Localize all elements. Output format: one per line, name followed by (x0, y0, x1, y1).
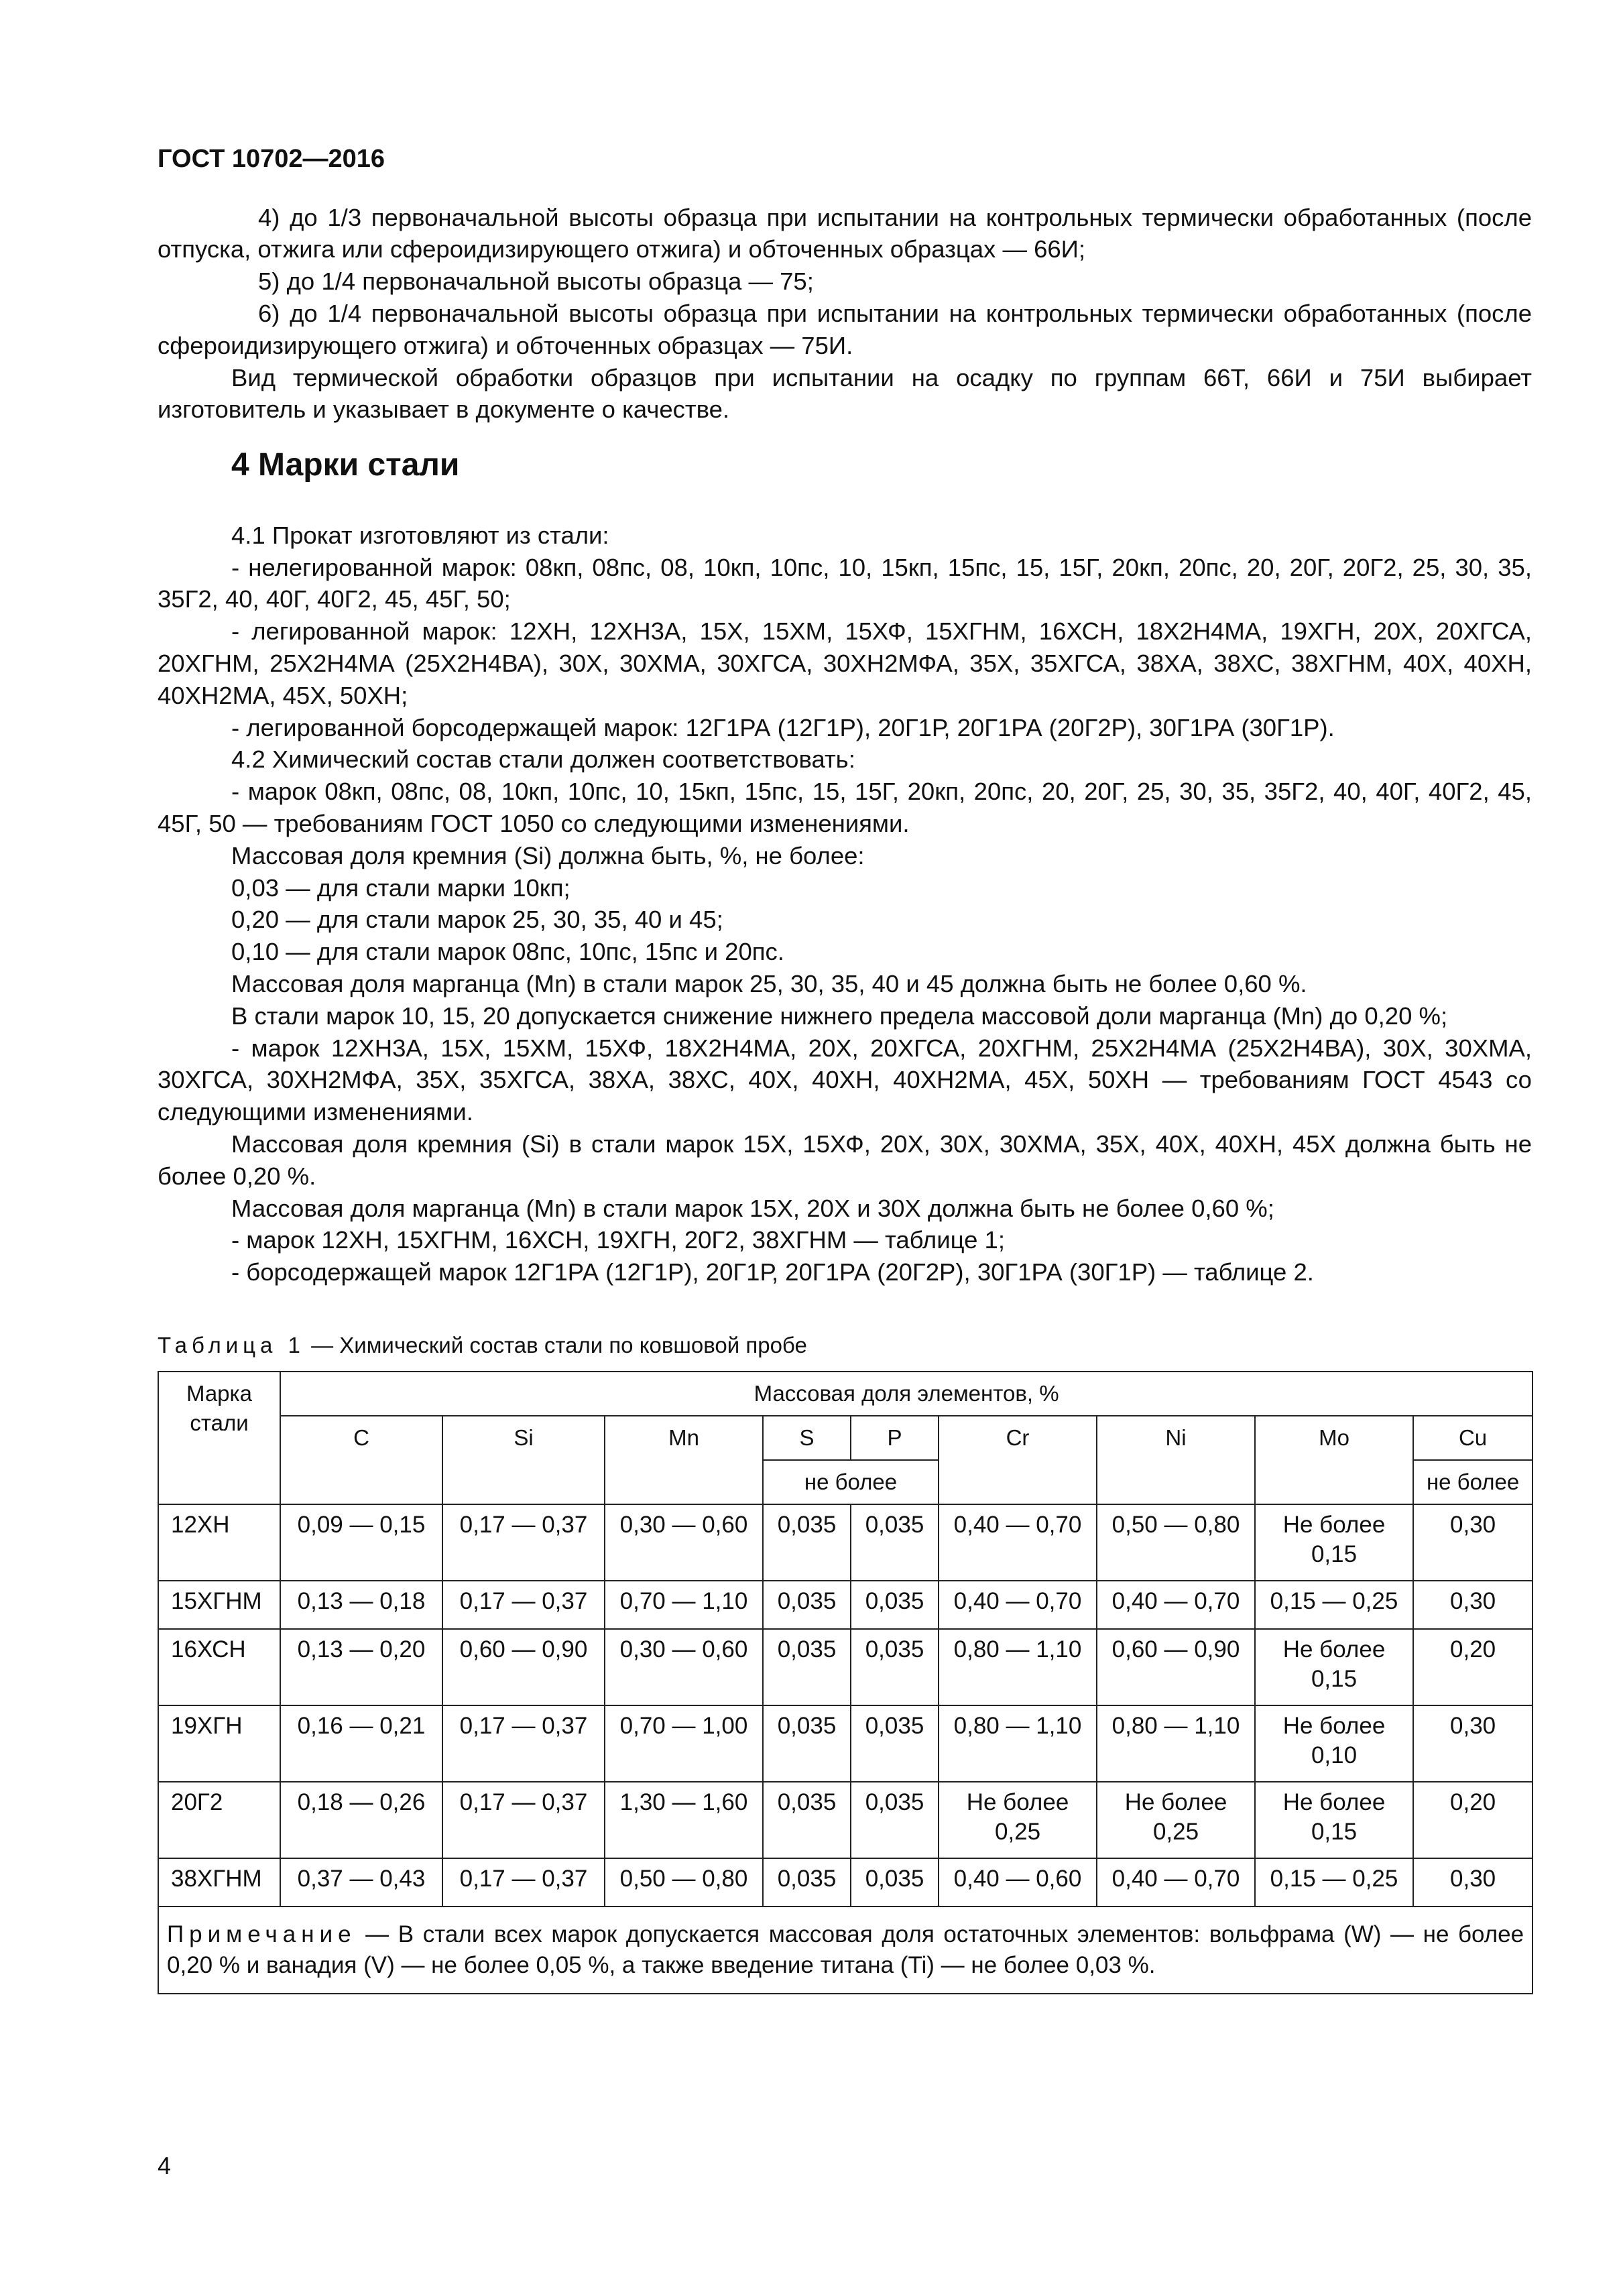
element-header-cr: Cr (939, 1416, 1097, 1504)
s-cell: 0,035 (763, 1581, 851, 1629)
mo-cell: Не более 0,10 (1255, 1705, 1413, 1782)
mo-cell: 0,15 — 0,25 (1255, 1581, 1413, 1629)
cr-cell: 0,40 — 0,70 (939, 1581, 1097, 1629)
cu-cell: 0,30 (1413, 1581, 1532, 1629)
table-row (158, 1705, 1532, 1782)
table-caption-label: Таблица 1 (158, 1332, 305, 1357)
si-cell: 0,60 — 0,90 (442, 1629, 605, 1705)
p-cell: 0,035 (851, 1629, 939, 1705)
ni-cell: Не более 0,25 (1097, 1782, 1255, 1858)
section-title: 4 Марки стали (231, 447, 460, 483)
p-cell: 0,035 (851, 1504, 939, 1581)
s-cell: 0,035 (763, 1782, 851, 1858)
p-cell: 0,035 (851, 1858, 939, 1907)
c-cell: 0,13 — 0,20 (280, 1629, 442, 1705)
grade-cell: 38ХГНМ (158, 1858, 280, 1907)
table-note (158, 1907, 1532, 1994)
chemical-composition-table (158, 1371, 1533, 1994)
note-text: — В стали всех марок допускается массовая доля остаточных элементов: вольфрама (W) — не более 0,20 % и ванадия (V) — не более 0,05 %, а также введение титана (Ti) — не более 0,03 %. (167, 1921, 1524, 1978)
si-cell: 0,17 — 0,37 (442, 1504, 605, 1581)
paragraph-alloyed: - легированной марок: 12ХН, 12ХН3А, 15Х, 15ХМ, 15ХФ, 15ХГНМ, 16ХСН, 18Х2Н4МА, 19ХГН, 20Х, 20ХГСА, 20ХГНМ, 25Х2Н4МА (25Х2Н4ВА), 30Х, 30ХМА, 30ХГСА, 30ХН2МФА, 35Х, 35ХГСА, 38ХА, 38ХС, 38ХГНМ, 40Х, 40ХН, 40ХН2МА, 45Х, 50ХН; (158, 617, 1532, 709)
element-header-mo: Mo (1255, 1416, 1413, 1504)
cr-cell: 0,40 — 0,70 (939, 1504, 1097, 1581)
mn-cell: 1,30 — 1,60 (605, 1782, 763, 1858)
c-cell: 0,37 — 0,43 (280, 1858, 442, 1907)
paragraph-gost1050: - марок 08кп, 08пс, 08, 10кп, 10пс, 10, 15кп, 15пс, 15, 15Г, 20кп, 20пс, 20, 20Г, 25, 30, 35, 35Г2, 40, 40Г, 40Г2, 45, 45Г, 50 — требованиям ГОСТ 1050 со следующими изменениями. (158, 778, 1532, 837)
element-header-s: S (763, 1416, 851, 1460)
mass-fraction-header: Массовая доля элементов, % (280, 1372, 1532, 1416)
element-header-ni: Ni (1097, 1416, 1255, 1504)
cu-cell: 0,30 (1413, 1858, 1532, 1907)
si-cell: 0,17 — 0,37 (442, 1705, 605, 1782)
element-header-c: C (280, 1416, 442, 1504)
c-cell: 0,16 — 0,21 (280, 1705, 442, 1782)
c-cell: 0,09 — 0,15 (280, 1504, 442, 1581)
p-cell: 0,035 (851, 1581, 939, 1629)
intro-heat-treatment-note: Вид термической обработки образцов при испытании на осадку по группам 66Т, 66И и 75И выбирает изготовитель и указывает в документе о качестве. (158, 363, 1532, 424)
paragraph-boron: - легированной борсодержащей марок: 12Г1РА (12Г1Р), 20Г1Р, 20Г1РА (20Г2Р), 30Г1РА (30Г1Р). (231, 713, 1335, 741)
mn-cell: 0,50 — 0,80 (605, 1858, 763, 1907)
table-row (158, 1581, 1532, 1629)
paragraph-si-25-45: 0,20 — для стали марок 25, 30, 35, 40 и 45; (231, 906, 723, 934)
s-cell: 0,035 (763, 1504, 851, 1581)
table-caption-text: — Химический состав стали по ковшовой пробе (304, 1332, 807, 1357)
table-row (158, 1504, 1532, 1581)
grade-cell: 12ХН (158, 1504, 280, 1581)
intro-item-6: 6) до 1/4 первоначальной высоты образца при испытании на контрольных термически обработанных (после сфероидизирующего отжига) и обточенных образцах — 75И. (158, 299, 1532, 359)
section-body (158, 520, 1532, 1288)
ni-cell: 0,80 — 1,10 (1097, 1705, 1255, 1782)
mn-cell: 0,70 — 1,10 (605, 1581, 763, 1629)
si-cell: 0,17 — 0,37 (442, 1858, 605, 1907)
paragraph-mn-reduction: В стали марок 10, 15, 20 допускается снижение нижнего предела массовой доли марганца (Mn) до 0,20 %; (231, 1002, 1448, 1030)
paragraph-table1-ref: - марок 12ХН, 15ХГНМ, 16ХСН, 19ХГН, 20Г2, 38ХГНМ — таблице 1; (231, 1226, 1005, 1254)
sp-limit-header: не более (763, 1460, 939, 1504)
table-row (158, 1782, 1532, 1858)
paragraph-4-1: 4.1 Прокат изготовляют из стали: (231, 521, 609, 549)
s-cell: 0,035 (763, 1858, 851, 1907)
standard-header: ГОСТ 10702—2016 (158, 145, 385, 173)
table-note-row (158, 1907, 1532, 1994)
paragraph-unalloyed: - нелегированной марок: 08кп, 08пс, 08, 10кп, 10пс, 10, 15кп, 15пс, 15, 15Г, 20кп, 20пс, 20, 20Г, 20Г2, 25, 30, 35, 35Г2, 40, 40Г, 40Г2, 45, 45Г, 50; (158, 553, 1532, 613)
grade-cell: 16ХСН (158, 1629, 280, 1705)
grade-cell: 15ХГНМ (158, 1581, 280, 1629)
cr-cell: 0,80 — 1,10 (939, 1705, 1097, 1782)
cu-cell: 0,20 (1413, 1629, 1532, 1705)
paragraph-gost4543: - марок 12ХН3А, 15Х, 15ХМ, 15ХФ, 18Х2Н4МА, 20Х, 20ХГСА, 20ХГНМ, 25Х2Н4МА (25Х2Н4ВА), 30Х, 30ХМА, 30ХГСА, 30ХН2МФА, 35Х, 35ХГСА, 38ХА, 38ХС, 40Х, 40ХН, 40ХН2МА, 45Х, 50ХН — требованиям ГОСТ 4543 со следующими изменениями. (158, 1034, 1532, 1126)
s-cell: 0,035 (763, 1705, 851, 1782)
cu-limit-header: не более (1413, 1460, 1532, 1504)
mo-cell: Не более 0,15 (1255, 1629, 1413, 1705)
paragraph-si-alloyed: Массовая доля кремния (Si) в стали марок 15Х, 15ХФ, 20Х, 30Х, 30ХМА, 35Х, 40Х, 40ХН, 45Х должна быть не более 0,20 %. (158, 1130, 1532, 1190)
p-cell: 0,035 (851, 1782, 939, 1858)
c-cell: 0,13 — 0,18 (280, 1581, 442, 1629)
table-row (158, 1858, 1532, 1907)
intro-item-4: 4) до 1/3 первоначальной высоты образца при испытании на контрольных термически обработанных (после отпуска, отжига или сфероидизирующего отжига) и обточенных образцах — 66И; (158, 203, 1532, 263)
si-cell: 0,17 — 0,37 (442, 1581, 605, 1629)
note-label: Примечание (167, 1921, 357, 1947)
intro-block (158, 202, 1532, 426)
mn-cell: 0,30 — 0,60 (605, 1629, 763, 1705)
c-cell: 0,18 — 0,26 (280, 1782, 442, 1858)
paragraph-si-limit: Массовая доля кремния (Si) должна быть, %, не более: (231, 841, 865, 869)
paragraph-4-2: 4.2 Химический состав стали должен соответствовать: (231, 745, 855, 774)
paragraph-table2-ref: - борсодержащей марок 12Г1РА (12Г1Р), 20Г1Р, 20Г1РА (20Г2Р), 30Г1РА (30Г1Р) — таблице 2. (231, 1258, 1314, 1286)
paragraph-mn-limit: Массовая доля марганца (Mn) в стали марок 25, 30, 35, 40 и 45 должна быть не более 0,60 %. (231, 969, 1307, 998)
cr-cell: Не более 0,25 (939, 1782, 1097, 1858)
mo-cell: Не более 0,15 (1255, 1504, 1413, 1581)
element-header-cu: Cu (1413, 1416, 1532, 1460)
element-header-p: P (851, 1416, 939, 1460)
paragraph-si-ps: 0,10 — для стали марок 08пс, 10пс, 15пс и 20пс. (231, 938, 784, 966)
grade-header: Марка стали (158, 1372, 280, 1504)
mo-cell: 0,15 — 0,25 (1255, 1858, 1413, 1907)
ni-cell: 0,60 — 0,90 (1097, 1629, 1255, 1705)
mn-cell: 0,30 — 0,60 (605, 1504, 763, 1581)
mn-cell: 0,70 — 1,00 (605, 1705, 763, 1782)
p-cell: 0,035 (851, 1705, 939, 1782)
cu-cell: 0,30 (1413, 1504, 1532, 1581)
paragraph-si-10kp: 0,03 — для стали марки 10кп; (231, 873, 570, 902)
element-header-mn: Mn (605, 1416, 763, 1504)
ni-cell: 0,40 — 0,70 (1097, 1858, 1255, 1907)
paragraph-mn-alloyed: Массовая доля марганца (Mn) в стали марок 15Х, 20Х и 30Х должна быть не более 0,60 %; (231, 1194, 1274, 1222)
cr-cell: 0,80 — 1,10 (939, 1629, 1097, 1705)
ni-cell: 0,50 — 0,80 (1097, 1504, 1255, 1581)
cu-cell: 0,30 (1413, 1705, 1532, 1782)
ni-cell: 0,40 — 0,70 (1097, 1581, 1255, 1629)
intro-item-5: 5) до 1/4 первоначальной высоты образца — 75; (258, 267, 814, 296)
si-cell: 0,17 — 0,37 (442, 1782, 605, 1858)
document-page (158, 144, 1532, 1994)
grade-cell: 20Г2 (158, 1782, 280, 1858)
mo-cell: Не более 0,15 (1255, 1782, 1413, 1858)
grade-cell: 19ХГН (158, 1705, 280, 1782)
element-header-si: Si (442, 1416, 605, 1504)
table-caption (158, 1331, 1532, 1360)
cu-cell: 0,20 (1413, 1782, 1532, 1858)
page-number: 4 (158, 2152, 172, 2179)
cr-cell: 0,40 — 0,60 (939, 1858, 1097, 1907)
table-row (158, 1629, 1532, 1705)
s-cell: 0,035 (763, 1629, 851, 1705)
